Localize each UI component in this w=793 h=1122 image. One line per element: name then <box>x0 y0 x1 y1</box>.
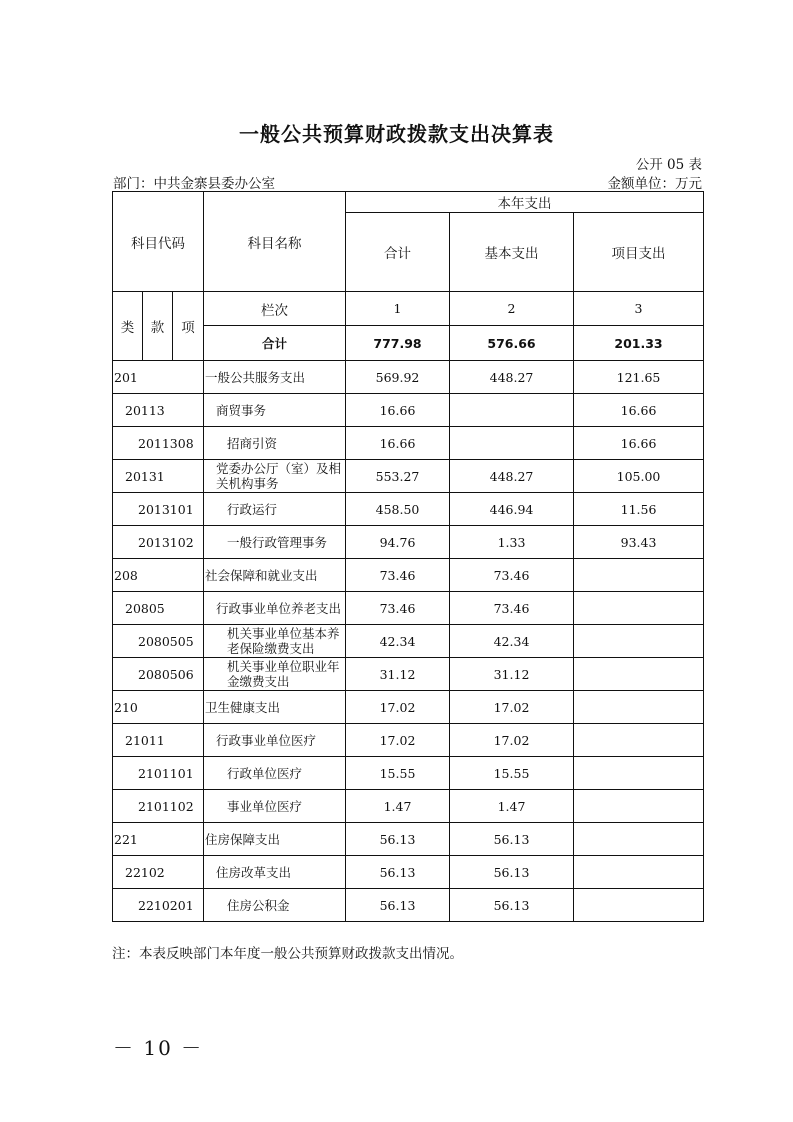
header-lanci: 栏次 <box>204 292 346 326</box>
row-basic: 446.94 <box>450 493 574 526</box>
total-basic: 576.66 <box>450 326 574 361</box>
row-total: 56.13 <box>346 889 450 922</box>
row-project: 105.00 <box>574 460 704 493</box>
table-row <box>113 361 704 394</box>
row-total: 15.55 <box>346 757 450 790</box>
row-name: 行政运行 <box>204 493 346 526</box>
table-row <box>113 823 704 856</box>
header-code: 科目代码 <box>113 192 204 292</box>
header-xiang: 项 <box>173 292 204 361</box>
form-number: 公开 05 表 <box>635 157 702 173</box>
row-code: 2080506 <box>113 658 204 691</box>
header-lei: 类 <box>113 292 143 361</box>
footnote: 注：本表反映部门本年度一般公共预算财政拨款支出情况。 <box>112 946 463 962</box>
header-name: 科目名称 <box>204 192 346 292</box>
row-code: 208 <box>113 559 204 592</box>
row-project <box>574 856 704 889</box>
header-row-1 <box>113 192 704 213</box>
row-name: 住房公积金 <box>204 889 346 922</box>
total-label: 合计 <box>204 326 346 361</box>
row-project <box>574 823 704 856</box>
row-total: 56.13 <box>346 856 450 889</box>
row-basic: 1.47 <box>450 790 574 823</box>
header-col3: 3 <box>574 292 704 326</box>
table-row <box>113 889 704 922</box>
table-row <box>113 592 704 625</box>
row-total: 42.34 <box>346 625 450 658</box>
row-project <box>574 724 704 757</box>
row-code: 221 <box>113 823 204 856</box>
row-name: 一般公共服务支出 <box>204 361 346 394</box>
row-project <box>574 790 704 823</box>
table-row <box>113 790 704 823</box>
row-basic: 448.27 <box>450 460 574 493</box>
table-row <box>113 658 704 691</box>
row-project <box>574 592 704 625</box>
row-total: 458.50 <box>346 493 450 526</box>
lanci-row <box>113 292 704 326</box>
row-project: 11.56 <box>574 493 704 526</box>
row-project <box>574 757 704 790</box>
row-name: 机关事业单位基本养老保险缴费支出 <box>204 625 346 658</box>
row-code: 22102 <box>113 856 204 889</box>
row-code: 21011 <box>113 724 204 757</box>
row-code: 2101102 <box>113 790 204 823</box>
row-name: 招商引资 <box>204 427 346 460</box>
row-basic: 17.02 <box>450 724 574 757</box>
row-project <box>574 658 704 691</box>
total-total: 777.98 <box>346 326 450 361</box>
row-total: 17.02 <box>346 724 450 757</box>
row-total: 31.12 <box>346 658 450 691</box>
row-total: 94.76 <box>346 526 450 559</box>
row-code: 2011308 <box>113 427 204 460</box>
row-project <box>574 625 704 658</box>
row-project: 93.43 <box>574 526 704 559</box>
row-basic: 56.13 <box>450 889 574 922</box>
row-project <box>574 691 704 724</box>
department-label: 部门：中共金寨县委办公室 <box>113 176 275 192</box>
header-project: 项目支出 <box>574 213 704 292</box>
row-total: 569.92 <box>346 361 450 394</box>
row-total: 1.47 <box>346 790 450 823</box>
row-name: 行政事业单位医疗 <box>204 724 346 757</box>
table-row <box>113 757 704 790</box>
page-number: － 10 － <box>113 1036 204 1060</box>
header-basic: 基本支出 <box>450 213 574 292</box>
row-code: 2013101 <box>113 493 204 526</box>
table-row <box>113 559 704 592</box>
row-name: 住房改革支出 <box>204 856 346 889</box>
table-row <box>113 460 704 493</box>
row-basic <box>450 394 574 427</box>
row-name: 社会保障和就业支出 <box>204 559 346 592</box>
table-row <box>113 724 704 757</box>
header-col1: 1 <box>346 292 450 326</box>
row-code: 20131 <box>113 460 204 493</box>
row-code: 210 <box>113 691 204 724</box>
header-current-year: 本年支出 <box>346 192 704 213</box>
table-body <box>113 192 704 922</box>
row-code: 2013102 <box>113 526 204 559</box>
row-basic: 56.13 <box>450 823 574 856</box>
row-basic <box>450 427 574 460</box>
row-code: 2080505 <box>113 625 204 658</box>
row-basic: 1.33 <box>450 526 574 559</box>
row-project: 16.66 <box>574 394 704 427</box>
row-total: 73.46 <box>346 559 450 592</box>
row-total: 16.66 <box>346 394 450 427</box>
table-row <box>113 526 704 559</box>
row-basic: 73.46 <box>450 592 574 625</box>
row-code: 2210201 <box>113 889 204 922</box>
row-code: 2101101 <box>113 757 204 790</box>
row-basic: 56.13 <box>450 856 574 889</box>
row-code: 201 <box>113 361 204 394</box>
row-project <box>574 889 704 922</box>
row-project <box>574 559 704 592</box>
table-row <box>113 427 704 460</box>
row-basic: 73.46 <box>450 559 574 592</box>
row-name: 事业单位医疗 <box>204 790 346 823</box>
row-name: 卫生健康支出 <box>204 691 346 724</box>
page-title: 一般公共预算财政拨款支出决算表 <box>239 122 554 146</box>
row-basic: 448.27 <box>450 361 574 394</box>
table-row <box>113 691 704 724</box>
expenditure-table <box>112 191 704 922</box>
row-total: 73.46 <box>346 592 450 625</box>
row-name: 住房保障支出 <box>204 823 346 856</box>
amount-unit-label: 金额单位：万元 <box>607 176 702 192</box>
row-name: 行政事业单位养老支出 <box>204 592 346 625</box>
table-row <box>113 394 704 427</box>
row-total: 16.66 <box>346 427 450 460</box>
row-basic: 17.02 <box>450 691 574 724</box>
header-kuan: 款 <box>143 292 173 361</box>
row-total: 17.02 <box>346 691 450 724</box>
row-name: 机关事业单位职业年金缴费支出 <box>204 658 346 691</box>
header-col2: 2 <box>450 292 574 326</box>
row-project: 121.65 <box>574 361 704 394</box>
row-code: 20805 <box>113 592 204 625</box>
row-project: 16.66 <box>574 427 704 460</box>
row-name: 一般行政管理事务 <box>204 526 346 559</box>
header-total: 合计 <box>346 213 450 292</box>
table-row <box>113 625 704 658</box>
row-name: 行政单位医疗 <box>204 757 346 790</box>
row-total: 56.13 <box>346 823 450 856</box>
table-row <box>113 493 704 526</box>
row-basic: 31.12 <box>450 658 574 691</box>
row-code: 20113 <box>113 394 204 427</box>
row-basic: 15.55 <box>450 757 574 790</box>
row-total: 553.27 <box>346 460 450 493</box>
total-project: 201.33 <box>574 326 704 361</box>
table-row <box>113 856 704 889</box>
row-basic: 42.34 <box>450 625 574 658</box>
row-name: 商贸事务 <box>204 394 346 427</box>
row-name: 党委办公厅（室）及相关机构事务 <box>204 460 346 493</box>
